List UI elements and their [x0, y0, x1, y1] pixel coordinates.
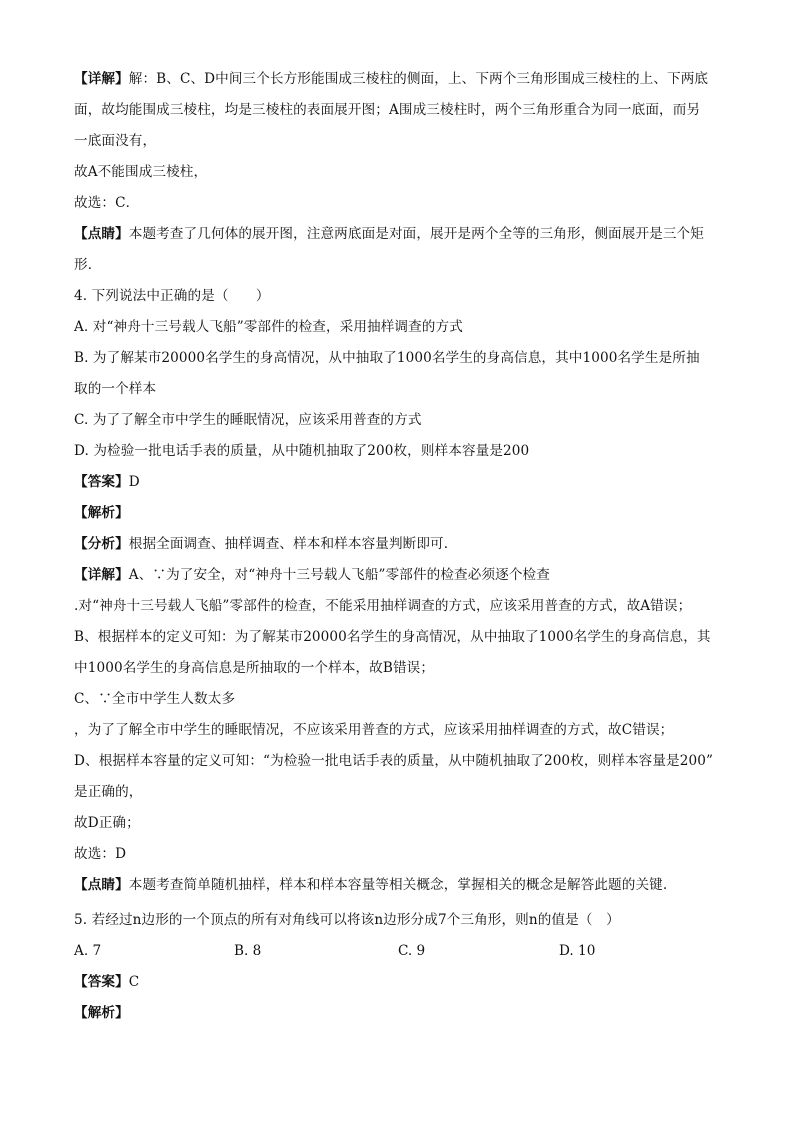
line-text: 解：B、C、D中间三个长方形能围成三棱柱的侧面，上、下两个三角形围成三棱柱的上、下两底: [128, 71, 709, 87]
line-text: D: [128, 474, 140, 490]
line-text: A、∵为了安全，对“神舟十三号载人飞船”零部件的检查必须逐个检查: [128, 567, 550, 583]
section-tag: 【解析】: [74, 1005, 129, 1021]
body-line: [74, 504, 129, 522]
body-line: [74, 876, 667, 894]
q5-option-a: A. 7: [74, 943, 102, 959]
body-line: [74, 911, 620, 929]
section-tag: 【答案】: [74, 474, 129, 490]
body-line: [74, 473, 140, 491]
line-text: 4. 下列说法中正确的是（ ）: [74, 288, 270, 304]
body-line: [74, 132, 156, 150]
line-text: ，为了了解全市中学生的睡眠情况，不应该采用普查的方式，应该采用抽样调查的方式，故C错误；: [74, 722, 674, 738]
body-line: [74, 535, 448, 553]
line-text: 故A不能围成三棱柱，: [74, 164, 208, 180]
line-text: 故选：D: [74, 846, 127, 862]
body-line: [74, 597, 691, 615]
line-text: D. 为检验一批电话手表的质量，从中随机抽取了200枚，则样本容量是200: [74, 443, 530, 459]
tail-line: [74, 1004, 129, 1022]
line-text: C: [128, 974, 140, 990]
line-text: 一底面没有，: [74, 133, 157, 149]
line-text: 取的一个样本: [74, 381, 157, 397]
line-text: C、∵全市中学生人数太多: [74, 691, 236, 707]
body-line: [74, 70, 708, 88]
q5-option-b: B. 8: [234, 943, 262, 959]
body-line: [74, 318, 463, 336]
line-text: 是正确的，: [74, 784, 143, 800]
section-tag: 【答案】: [74, 974, 129, 990]
line-text: 5. 若经过n边形的一个顶点的所有对角线可以将该n边形分成7个三角形，则n的值是（ ）: [74, 912, 620, 928]
body-line: [74, 225, 704, 243]
body-line: [74, 628, 711, 646]
line-text: 面，故均能围成三棱柱，均是三棱柱的表面展开图；A围成三棱柱时，两个三角形重合为同一底面，而另: [74, 102, 701, 118]
body-line: [74, 721, 673, 739]
body-line: [74, 163, 207, 181]
section-tag: 【详解】: [74, 567, 129, 583]
body-line: [74, 287, 270, 305]
line-text: A. 对“神舟十三号载人飞船”零部件的检查，采用抽样调查的方式: [74, 319, 463, 335]
line-text: 中1000名学生的身高信息是所抽取的一个样本，故B错误；: [74, 660, 435, 676]
line-text: C. 为了了解全市中学生的睡眠情况，应该采用普查的方式: [74, 412, 422, 428]
body-line: [74, 845, 126, 863]
section-tag: 【点睛】: [74, 226, 129, 242]
q5-option-d: D. 10: [559, 943, 596, 959]
body-line: [74, 659, 434, 677]
body-line: [74, 814, 140, 832]
body-line: [74, 380, 156, 398]
tail-line: [74, 973, 139, 991]
line-text: 故D正确；: [74, 815, 140, 831]
line-text: 根据全面调查、抽样调查、样本和样本容量判断即可.: [128, 536, 449, 552]
body-line: [74, 411, 422, 429]
line-text: B. 为了解某市20000名学生的身高情况，从中抽取了1000名学生的身高信息，其中1000名学生是所抽: [74, 350, 700, 366]
line-text: 故选：C．: [74, 195, 140, 211]
line-text: .对“神舟十三号载人飞船”零部件的检查，不能采用抽样调查的方式，应该采用普查的方式，故A错误；: [74, 598, 692, 614]
body-line: [74, 566, 550, 584]
line-text: 本题考查了几何体的展开图，注意两底面是对面，展开是两个全等的三角形，侧面展开是三个矩: [128, 226, 704, 242]
section-tag: 【解析】: [74, 505, 129, 521]
q5-option-c: C. 9: [398, 943, 426, 959]
line-text: 本题考查简单随机抽样，样本和样本容量等相关概念，掌握相关的概念是解答此题的关键.: [128, 877, 668, 893]
body-line: [74, 349, 700, 367]
body-line: [74, 194, 139, 212]
body-line: [74, 690, 235, 708]
body-line: [74, 101, 700, 119]
line-text: B、根据样本的定义可知：为了解某市20000名学生的身高情况，从中抽取了1000名学生的身高信息，其: [74, 629, 711, 645]
section-tag: 【详解】: [74, 71, 129, 87]
body-line: [74, 783, 142, 801]
section-tag: 【分析】: [74, 536, 129, 552]
body-line: [74, 752, 713, 770]
body-line: [74, 256, 101, 274]
section-tag: 【点睛】: [74, 877, 129, 893]
body-line: [74, 442, 529, 460]
line-text: D、根据样本容量的定义可知：“为检验一批电话手表的质量，从中随机抽取了200枚，则样本容量是200”: [74, 753, 714, 769]
line-text: 形．: [74, 257, 102, 273]
